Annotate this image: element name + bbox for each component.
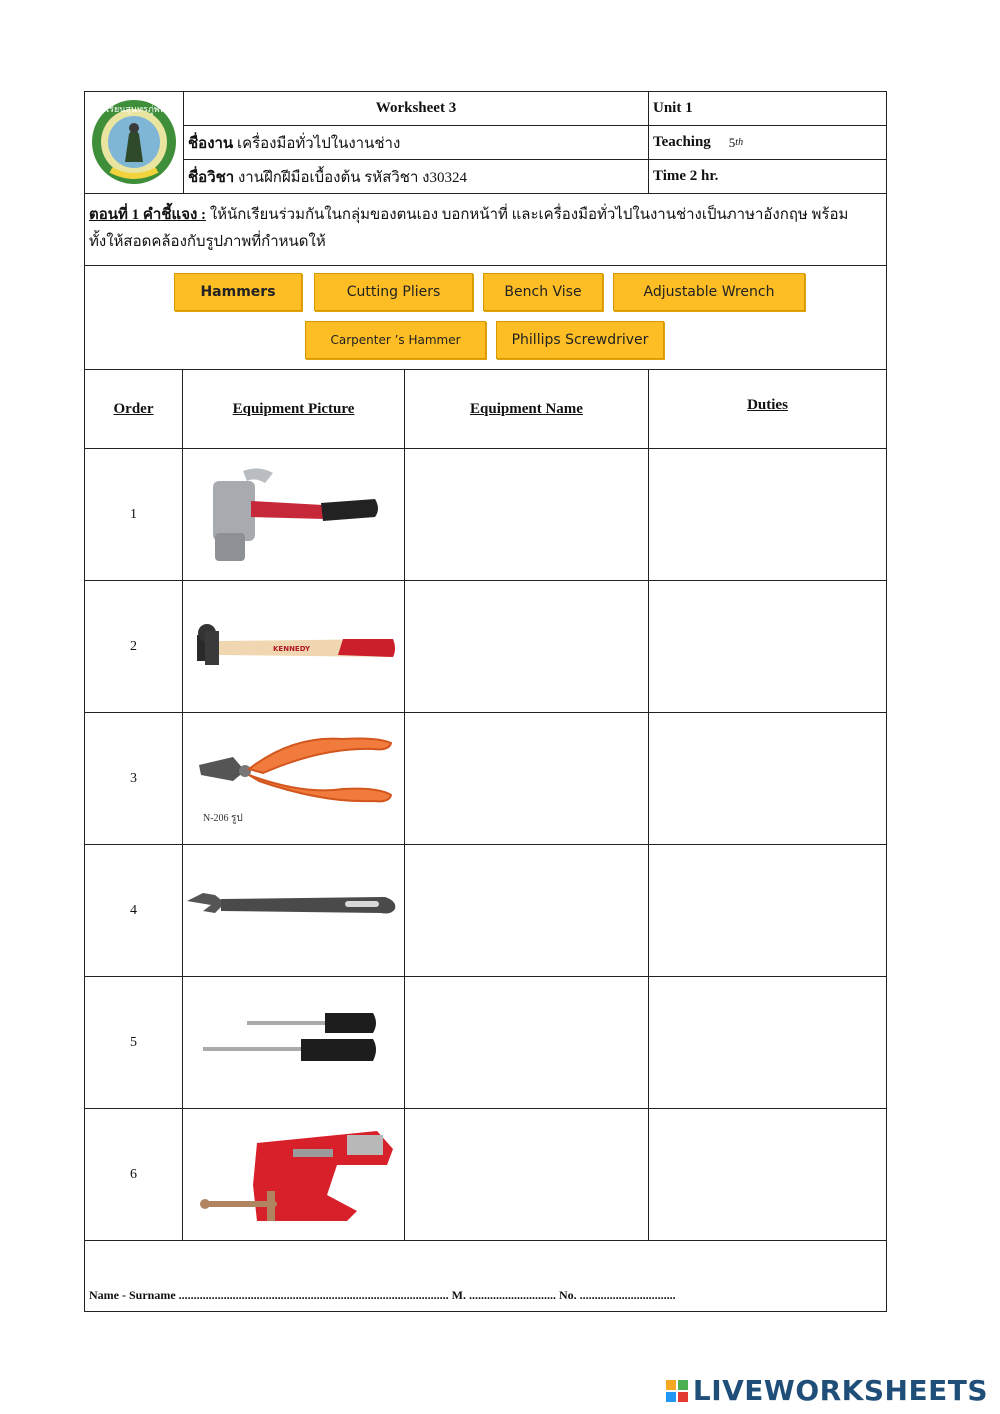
row-1-name-answer[interactable] — [404, 448, 649, 581]
word-bank — [84, 265, 887, 370]
row-3-duties-answer[interactable] — [648, 712, 887, 845]
brand-name: LIVEWORKSHEETS — [692, 1374, 988, 1407]
instructions-cell — [84, 193, 887, 266]
unit-label: Unit 1 — [653, 100, 693, 116]
teaching-label: Teaching — [653, 134, 711, 150]
row-1-duties-answer[interactable] — [648, 448, 887, 581]
adjustable-wrench-icon — [185, 887, 401, 927]
teaching-sup: th — [735, 137, 744, 148]
row-5-name-answer[interactable] — [404, 976, 649, 1109]
row-6-picture — [182, 1108, 405, 1241]
row-2-name-answer[interactable] — [404, 580, 649, 713]
footer-cell — [84, 1240, 887, 1312]
topic-cell — [183, 125, 649, 160]
row-2-picture — [182, 580, 405, 713]
liveworksheets-brand[interactable] — [665, 1374, 988, 1407]
row-4-order: 4 — [84, 844, 183, 977]
col-header-picture: Equipment Picture — [182, 369, 405, 449]
screwdrivers-icon — [197, 1009, 397, 1069]
ball-peen-hammer-icon — [193, 617, 398, 677]
word-chip-adjustable-wrench[interactable]: Adjustable Wrench — [613, 273, 805, 311]
row-4-duties-answer[interactable] — [648, 844, 887, 977]
page-title: Worksheet 3 — [375, 100, 457, 116]
subject-cell — [183, 159, 649, 194]
topic-label: ชื่องาน — [188, 135, 234, 152]
instructions-text: ให้นักเรียนร่วมกันในกลุ่มของตนเอง บอกหน้าที่ และเครื่องมือทั่วไปในงานช่างเป็นภาษาอังกฤษ พร้อม — [209, 207, 849, 223]
row-6-order: 6 — [84, 1108, 183, 1241]
row-1-order: 1 — [84, 448, 183, 581]
row-2-order: 2 — [84, 580, 183, 713]
row-5-duties-answer[interactable] — [648, 976, 887, 1109]
title-cell — [183, 91, 649, 126]
row-5-picture — [182, 976, 405, 1109]
col-header-duties: Duties — [648, 369, 887, 449]
row-3-name-answer[interactable] — [404, 712, 649, 845]
instructions-label: ตอนที่ 1 คำชี้แจง : — [89, 207, 207, 223]
col-header-order: Order — [84, 369, 183, 449]
hammer-brand-text: KENNEDY — [273, 645, 311, 653]
teaching-level: 5 — [728, 134, 736, 150]
row-6-duties-answer[interactable] — [648, 1108, 887, 1241]
row-4-picture — [182, 844, 405, 977]
school-logo-icon — [85, 92, 183, 193]
time-cell — [648, 159, 887, 194]
word-chip-bench-vise[interactable]: Bench Vise — [483, 273, 603, 311]
subject-value: งานฝึกฝีมือเบื้องต้น รหัสวิชา ง30324 — [237, 169, 467, 186]
claw-hammer-icon — [203, 463, 383, 568]
time-label: Time 2 hr. — [653, 168, 719, 184]
cutting-pliers-icon — [193, 729, 398, 829]
instructions-text-2: ทั้งให้สอดคล้องกับรูปภาพที่กำหนดให้ — [89, 234, 326, 250]
unit-cell — [648, 91, 887, 126]
row-1-picture — [182, 448, 405, 581]
bench-vise-icon — [197, 1125, 397, 1233]
topic-value: เครื่องมือทั่วไปในงานช่าง — [236, 135, 401, 152]
school-logo-cell — [84, 91, 184, 194]
col-header-name: Equipment Name — [404, 369, 649, 449]
brand-logo-icon — [665, 1379, 689, 1403]
word-chip-phillips-screwdriver[interactable]: Phillips Screwdriver — [496, 321, 664, 359]
word-chip-cutting-pliers[interactable]: Cutting Pliers — [314, 273, 473, 311]
row-6-name-answer[interactable] — [404, 1108, 649, 1241]
name-surname-line: Name - Surname .......................................................................................... M. ............................. No. ................................ — [89, 1288, 676, 1302]
row-3-picture — [182, 712, 405, 845]
row-4-name-answer[interactable] — [404, 844, 649, 977]
teaching-cell — [648, 125, 887, 160]
word-chip-carpenters-hammer[interactable]: Carpenter ’s Hammer — [305, 321, 486, 359]
row-5-order: 5 — [84, 976, 183, 1109]
row-3-order: 3 — [84, 712, 183, 845]
subject-label: ชื่อวิชา — [188, 169, 235, 186]
logo-text: โรงเรียนสุนทรภู่พิทยา — [92, 105, 176, 115]
word-chip-hammers[interactable]: Hammers — [174, 273, 302, 311]
pliers-caption: N-206 รูป — [203, 813, 243, 824]
row-2-duties-answer[interactable] — [648, 580, 887, 713]
